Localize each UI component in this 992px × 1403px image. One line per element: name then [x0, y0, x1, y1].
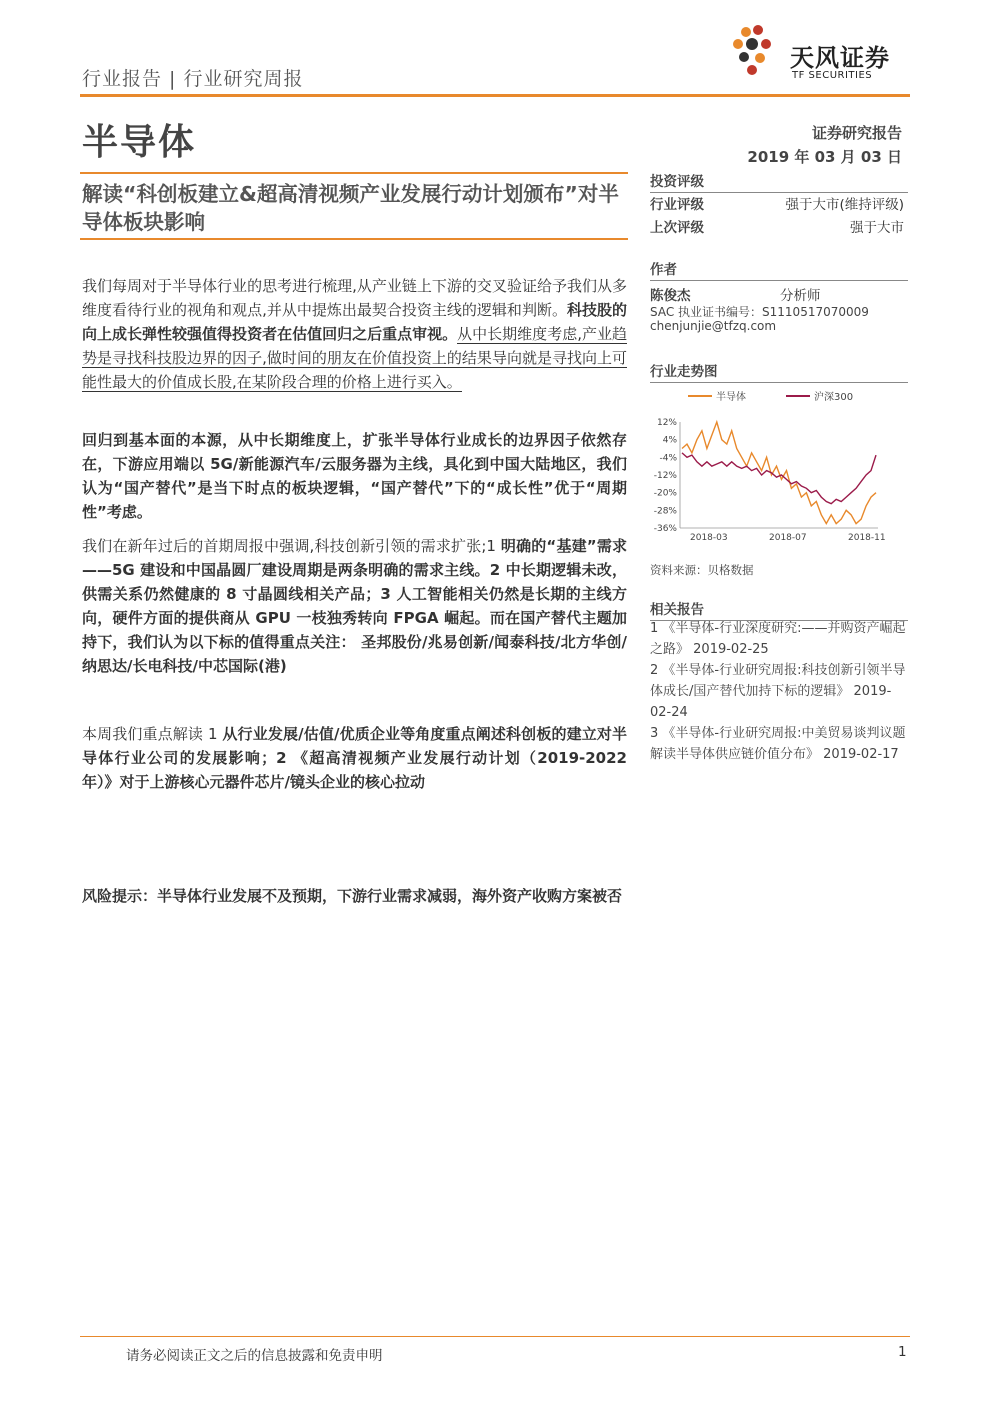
rating-label: 行业评级 [650, 197, 704, 213]
related-report-3[interactable]: 3 《半导体-行业研究周报:中美贸易谈判议题解读半导体供应链价值分布》 2019-02-17 [650, 726, 906, 762]
y-tick-label: -36% [653, 524, 677, 534]
author-email[interactable]: chenjunjie@tfzq.com [650, 319, 777, 333]
sector-title: 半导体 [82, 122, 197, 163]
paragraph-1-text: 我们每周对于半导体行业的思考进行梳理,从产业链上下游的交叉验证给予我们从多维度看待行业的视角和观点,并从中提炼出最契合投资主线的逻辑和判断。 [82, 277, 627, 319]
trend-chart [650, 386, 908, 558]
y-tick-label: 12% [656, 418, 677, 428]
y-tick-label: -4% [659, 453, 677, 464]
paragraph-4-text: 本周我们重点解读 1 [82, 725, 223, 743]
author-certificate: SAC 执业证书编号：S1110517070009 [650, 305, 869, 319]
series-line-0 [682, 422, 876, 524]
x-tick-label: 2018-07 [769, 533, 807, 543]
related-report-2[interactable]: 2 《半导体-行业研究周报:科技创新引领半导体成长/国产替代加持下标的逻辑》 2019-02-24 [650, 663, 906, 720]
company-name: 天风证券 [790, 44, 890, 72]
company-name-en: TF SECURITIES [792, 70, 873, 81]
legend-label-1: 沪深300 [814, 392, 854, 403]
report-date: 2019 年 03 月 03 日 [747, 148, 902, 166]
prev-rating-row [650, 216, 904, 238]
paragraph-1-underlined: 从中长期维度考虑,产业趋势是寻找科技股边界的因子,做时间的朋友在价值投资上的结果导向就是寻找向上可能性最大的价值成长股,在某阶段合理的价格上进行买入。 [82, 325, 627, 391]
prev-rating-value: 强于大市 [850, 220, 904, 236]
related-reports [650, 618, 908, 765]
prev-rating-label: 上次评级 [650, 220, 704, 236]
footer-divider [80, 1336, 910, 1337]
paragraph-3-text: 我们在新年过后的首期周报中强调,科技创新引领的需求扩张;1 [82, 537, 501, 555]
paragraph-4-highlight: 从行业发展/估值/优质企业等角度重点阐述科创板的建立对半导体行业公司的发展影响；2 《超高清视频产业发展行动计划（2019-2022 年）》对于上游核心元器件芯片/镜头企业的核心拉动 [82, 725, 627, 791]
rating-header: 投资评级 [650, 170, 908, 193]
footer-disclaimer: 请务必阅读正文之后的信息披露和免责申明 [126, 1348, 383, 1364]
paragraph-2: 回归到基本面的本源，从中长期维度上，扩张半导体行业成长的边界因子依然存在，下游应用端以 5G/新能源汽车/云服务器为主线，具化到中国大陆地区，我们认为“国产替代”是当下时点的板块逻辑，“国产替代”下的“成长性”优于“周期性”考虑。 [82, 431, 627, 521]
author-name: 陈俊杰 [650, 288, 691, 304]
rating-value: 强于大市(维持评级) [785, 197, 904, 213]
header-divider [80, 94, 910, 97]
trend-header: 行业走势图 [650, 360, 908, 383]
x-tick-label: 2018-03 [690, 533, 728, 543]
title-rule-bottom [80, 238, 628, 240]
paragraph-1-highlight: 科技股的向上成长弹性较强值得投资者在估值回归之后重点审视。 [82, 301, 627, 343]
paragraph-4 [82, 722, 627, 794]
author-header: 作者 [650, 258, 908, 281]
paragraph-1 [82, 274, 627, 394]
related-report-1[interactable]: 1 《半导体-行业深度研究:——并购资产崛起之路》 2019-02-25 [650, 621, 906, 657]
series-line-1 [682, 453, 876, 504]
paragraph-3 [82, 534, 627, 678]
legend-label-0: 半导体 [716, 392, 746, 403]
author-role: 分析师 [780, 288, 821, 304]
y-tick-label: -20% [653, 488, 677, 499]
title-rule-top [80, 172, 628, 174]
page-number: 1 [898, 1344, 907, 1360]
risk-warning: 风险提示：半导体行业发展不及预期，下游行业需求减弱，海外资产收购方案被否 [82, 887, 623, 905]
chart-source: 资料来源：贝格数据 [650, 563, 754, 577]
related-header: 相关报告 [650, 598, 908, 621]
y-tick-label: -12% [653, 471, 677, 481]
report-type: 证券研究报告 [811, 124, 902, 142]
y-tick-label: 4% [662, 435, 677, 446]
report-category: 行业报告 | 行业研究周报 [82, 68, 304, 90]
y-tick-label: -28% [653, 506, 677, 517]
x-tick-label: 2018-11 [848, 533, 886, 543]
rating-row [650, 193, 904, 215]
report-title: 解读“科创板建立&超高清视频产业发展行动计划颁布”对半导体板块影响 [82, 182, 619, 234]
paragraph-3-highlight: 明确的“基建”需求——5G 建设和中国晶圆厂建设周期是两条明确的需求主线。2 中长期逻辑未改，供需关系仍然健康的 8 寸晶圆线相关产品；3 人工智能相关仍然是长期的主线方向，硬件方面的提供商从 GPU 一枝独秀转向 FPGA 崛起。而在国产替代主题加持下，我们认为以下标的值得重点关注： 圣邦股份/兆易创新/闻泰科技/北方华创/纳思达/长电科技/中芯国际(港) [82, 537, 628, 675]
